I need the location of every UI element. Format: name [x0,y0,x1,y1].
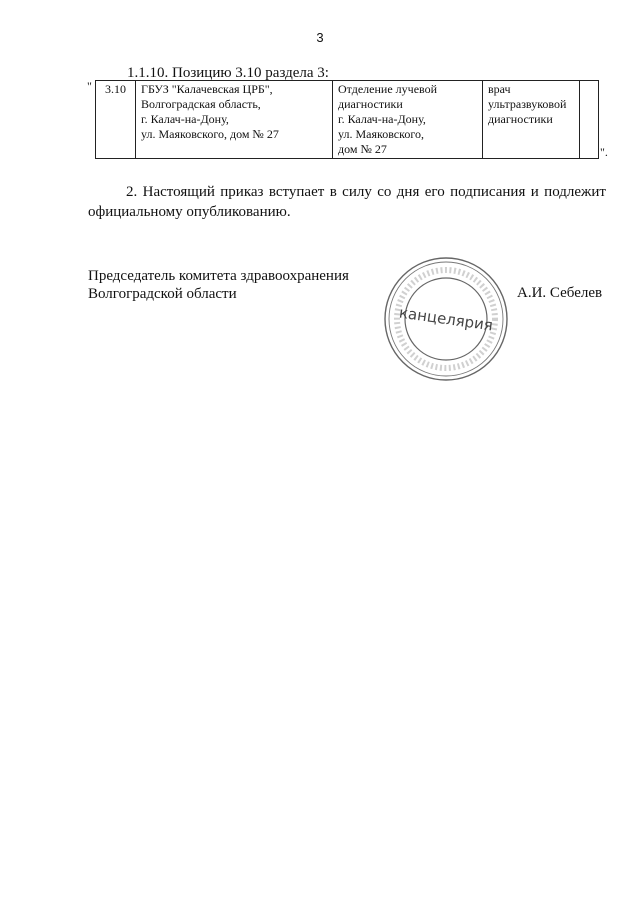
dept-line: ул. Маяковского, [338,127,424,141]
page-number: 3 [316,30,324,45]
org-line: ул. Маяковского, дом № 27 [141,127,279,141]
dept-line: Отделение лучевой [338,82,438,96]
cell-empty [580,81,599,159]
signature-title-line: Председатель комитета здравоохранения [88,268,349,284]
table-row [96,81,599,159]
org-line: Волгоградская область, [141,97,261,111]
stamp-center-text: канцелярия [398,303,494,335]
org-line: г. Калач-на-Дону, [141,112,229,126]
signature-title-line: Волгоградской области [88,286,237,302]
dept-line: диагностики [338,97,403,111]
dept-line: дом № 27 [338,142,387,156]
cell-department [333,81,483,159]
dept-line: г. Калач-на-Дону, [338,112,426,126]
cell-organization [136,81,333,159]
paragraph-2: 2. Настоящий приказ вступает в силу со дня его подписания и подлежит официальному опубликованию. [88,184,606,220]
post-line: диагностики [488,112,553,126]
clause-intro: 1.1.10. Позицию 3.10 раздела 3: [127,65,329,81]
office-stamp-icon [382,255,510,383]
post-line: врач [488,82,511,96]
signature-title [88,267,349,303]
post-line: ультразвуковой [488,97,567,111]
cell-position [483,81,580,159]
cell-number: 3.10 [96,81,136,159]
opening-quote: " [87,79,92,93]
closing-quote: ". [600,145,608,159]
signer-name: А.И. Себелев [517,285,603,301]
org-line: ГБУЗ "Калачевская ЦРБ", [141,82,273,96]
position-table [95,80,599,159]
